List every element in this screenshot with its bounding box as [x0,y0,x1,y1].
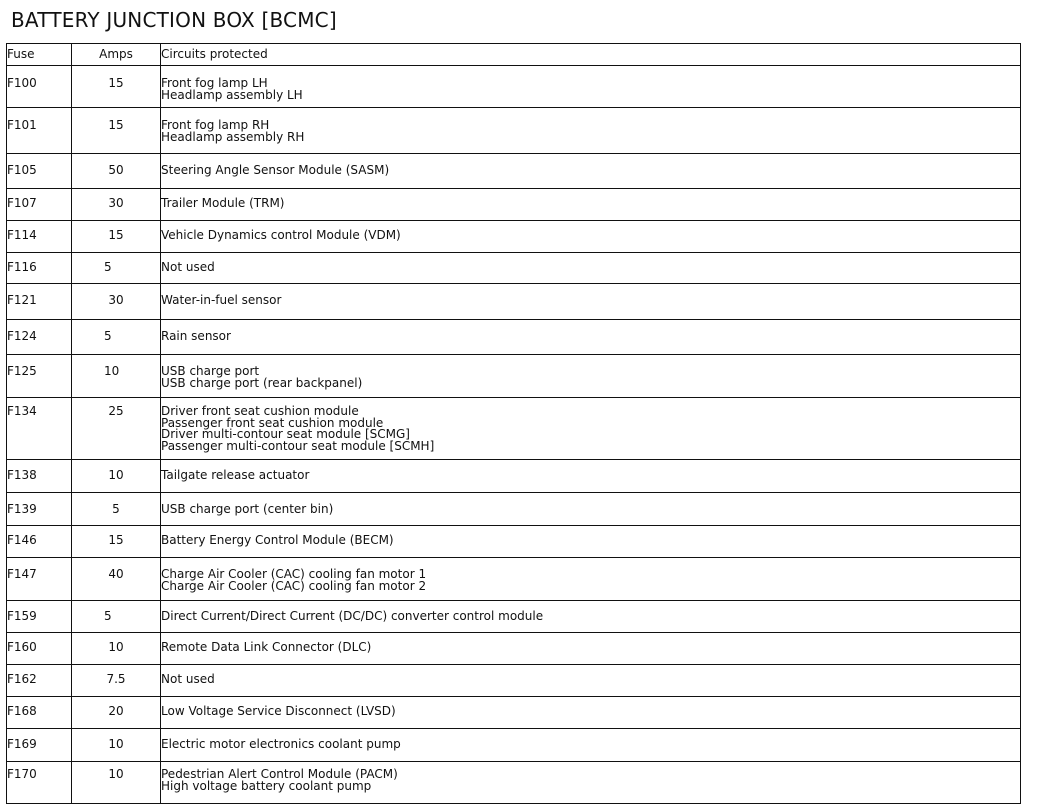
circuit-line: Vehicle Dynamics control Module (VDM) [161,228,401,242]
amps-cell: 15 [72,108,161,154]
table-row [7,108,1021,154]
amps-cell: 10 [72,729,161,762]
header-row [7,44,1021,66]
circuits-cell [161,601,1021,633]
circuits-cell [161,460,1021,493]
amps-cell: 5 [72,493,161,526]
circuit-line: Front fog lamp LH [161,76,268,90]
page-title: BATTERY JUNCTION BOX [BCMC] [11,8,337,32]
circuit-line: USB charge port (rear backpanel) [161,375,363,390]
circuits-cell [161,697,1021,729]
fuse-id-cell: F169 [7,729,72,762]
circuit-line: Rain sensor [161,329,231,343]
fuse-id-cell: F116 [7,253,72,284]
fuse-id-cell: F107 [7,189,72,221]
fuse-id-cell: F125 [7,355,72,398]
circuits-cell [161,284,1021,320]
table-row [7,558,1021,601]
table-row [7,221,1021,253]
header-amps: Amps [72,44,161,66]
fuse-table [6,43,1021,804]
circuits-cell [161,66,1021,108]
circuit-line: Charge Air Cooler (CAC) cooling fan motor 2 [161,578,427,593]
table-row [7,460,1021,493]
table-row [7,665,1021,697]
fuse-id-cell: F170 [7,762,72,804]
circuit-line: Low Voltage Service Disconnect (LVSD) [161,704,396,718]
amps-cell: 15 [72,221,161,253]
amps-cell: 25 [72,398,161,460]
table-row [7,320,1021,355]
circuits-cell [161,221,1021,253]
amps-cell: 15 [72,526,161,558]
fuse-id-cell: F160 [7,633,72,665]
circuits-cell [161,762,1021,804]
amps-cell: 40 [72,558,161,601]
circuit-line: USB charge port (center bin) [161,502,334,516]
table-body [7,66,1021,804]
header-circuits: Circuits protected [161,44,1021,66]
circuits-cell [161,253,1021,284]
circuit-line: Driver front seat cushion module [161,404,359,418]
circuit-line: Headlamp assembly LH [161,87,303,102]
table-row [7,601,1021,633]
amps-cell: 10 [72,762,161,804]
table-row [7,154,1021,189]
table-row [7,762,1021,804]
circuits-cell [161,108,1021,154]
fuse-id-cell: F162 [7,665,72,697]
circuits-cell [161,320,1021,355]
circuit-line: Not used [161,672,215,686]
fuse-id-cell: F100 [7,66,72,108]
fuse-id-cell: F114 [7,221,72,253]
circuit-line: Passenger front seat cushion module [161,415,384,430]
amps-cell: 5 [72,253,161,284]
circuit-line: Steering Angle Sensor Module (SASM) [161,163,390,177]
amps-cell: 50 [72,154,161,189]
amps-cell: 10 [72,355,161,398]
fuse-id-cell: F121 [7,284,72,320]
fuse-id-cell: F168 [7,697,72,729]
fuse-id-cell: F124 [7,320,72,355]
table-row [7,493,1021,526]
circuits-cell [161,665,1021,697]
circuits-cell [161,355,1021,398]
circuits-cell [161,189,1021,221]
circuits-cell [161,729,1021,762]
header-fuse: Fuse [7,44,72,66]
circuits-cell [161,633,1021,665]
circuit-line: USB charge port [161,364,260,378]
fuse-id-cell: F147 [7,558,72,601]
circuit-line: Battery Energy Control Module (BECM) [161,533,394,547]
circuit-line: Driver multi-contour seat module [SCMG] [161,427,410,441]
circuits-cell [161,493,1021,526]
fuse-id-cell: F159 [7,601,72,633]
circuit-line: Front fog lamp RH [161,118,270,132]
table-row [7,355,1021,398]
circuit-line: High voltage battery coolant pump [161,778,372,793]
circuit-line: Direct Current/Direct Current (DC/DC) converter control module [161,609,544,623]
table-row [7,189,1021,221]
circuit-line: Water-in-fuel sensor [161,293,282,307]
table-row [7,253,1021,284]
fuse-id-cell: F105 [7,154,72,189]
circuit-line: Passenger multi-contour seat module [SCMH] [161,438,435,453]
circuit-line: Headlamp assembly RH [161,129,305,144]
circuit-line: Not used [161,260,215,274]
table-row [7,633,1021,665]
circuit-line: Remote Data Link Connector (DLC) [161,640,372,654]
table-row [7,729,1021,762]
circuit-line: Charge Air Cooler (CAC) cooling fan motor 1 [161,567,427,581]
table-row [7,398,1021,460]
fuse-id-cell: F146 [7,526,72,558]
fuse-id-cell: F101 [7,108,72,154]
fuse-id-cell: F139 [7,493,72,526]
circuits-cell [161,558,1021,601]
circuit-line: Trailer Module (TRM) [161,196,285,210]
fuse-id-cell: F138 [7,460,72,493]
table-row [7,66,1021,108]
circuit-line: Pedestrian Alert Control Module (PACM) [161,767,398,781]
amps-cell: 5 [72,601,161,633]
table-row [7,526,1021,558]
circuits-cell [161,526,1021,558]
amps-cell: 5 [72,320,161,355]
circuit-line: Tailgate release actuator [161,468,310,482]
amps-cell: 30 [72,284,161,320]
amps-cell: 10 [72,633,161,665]
table-header [7,44,1021,66]
table-row [7,284,1021,320]
circuit-line: Electric motor electronics coolant pump [161,737,401,751]
amps-cell: 7.5 [72,665,161,697]
amps-cell: 30 [72,189,161,221]
amps-cell: 10 [72,460,161,493]
table-row [7,697,1021,729]
amps-cell: 20 [72,697,161,729]
circuits-cell [161,398,1021,460]
fuse-id-cell: F134 [7,398,72,460]
amps-cell: 15 [72,66,161,108]
circuits-cell [161,154,1021,189]
